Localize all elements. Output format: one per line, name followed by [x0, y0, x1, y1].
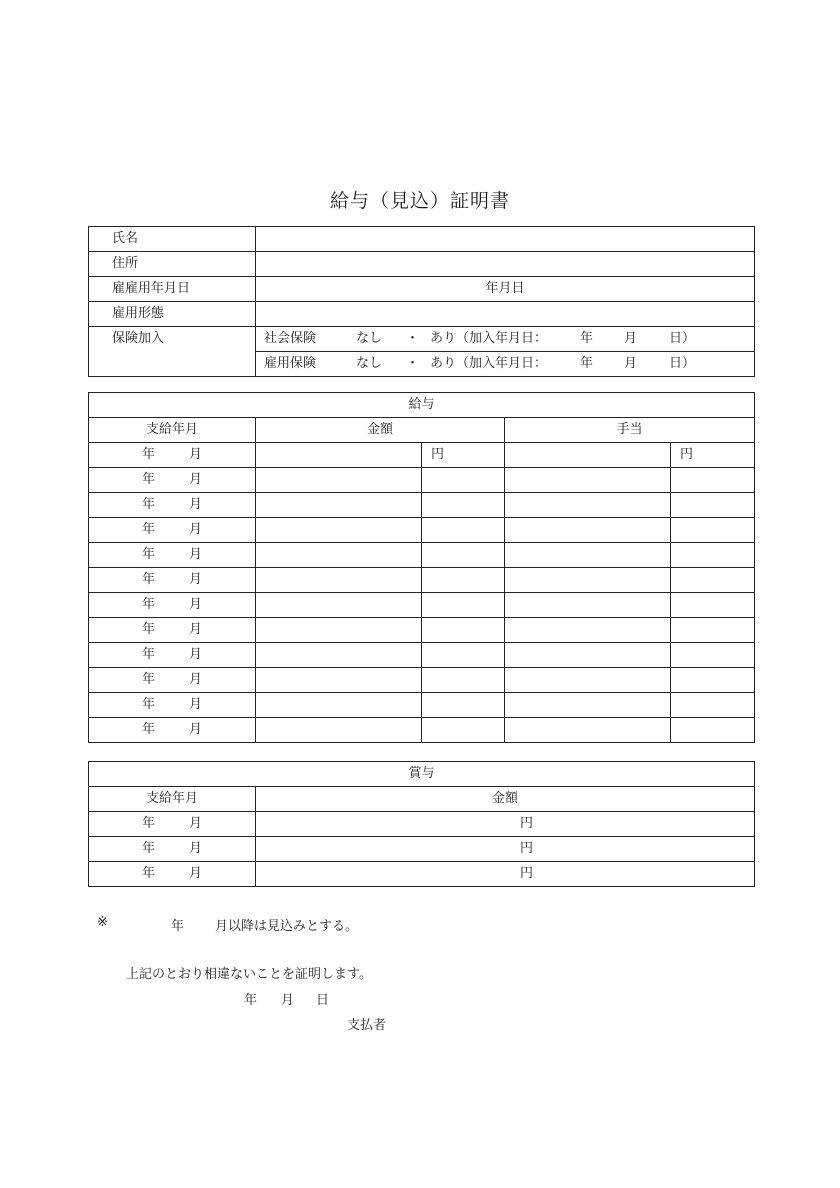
salary-row — [89, 593, 755, 618]
salary-allowance-unit-cell[interactable] — [671, 618, 755, 643]
salary-paydate-cell[interactable] — [89, 443, 256, 468]
bonus-paydate-cell[interactable] — [89, 812, 256, 837]
address-label: 住所 — [89, 252, 256, 277]
insurance-row-social — [89, 327, 755, 352]
employment-insurance-year: 年 — [580, 356, 594, 371]
salary-amount-unit-cell[interactable] — [422, 668, 505, 693]
salary-table — [88, 392, 755, 743]
salary-amount-cell[interactable] — [256, 468, 422, 493]
address-row — [89, 252, 755, 277]
salary-row — [89, 543, 755, 568]
employment-insurance-month: 月 — [624, 356, 638, 371]
salary-paydate-cell[interactable] — [89, 568, 256, 593]
social-insurance-yes: あり（加入年月日： — [430, 331, 548, 346]
employment-insurance-name: 雇用保険 — [264, 356, 317, 371]
salary-row — [89, 643, 755, 668]
salary-col-amount: 金額 — [256, 418, 505, 443]
salary-year: 年 — [141, 572, 155, 587]
salary-heading-row — [89, 393, 755, 418]
salary-allowance-cell[interactable] — [505, 518, 671, 543]
salary-paydate-cell[interactable] — [89, 618, 256, 643]
bonus-amount-cell[interactable] — [256, 837, 755, 862]
salary-amount-unit-cell[interactable] — [422, 543, 505, 568]
salary-year: 年 — [141, 522, 155, 537]
hire-date-label: 雇雇用年月日 — [89, 277, 256, 302]
salary-amount-cell[interactable] — [256, 668, 422, 693]
salary-allowance-cell[interactable] — [505, 593, 671, 618]
salary-allowance-unit-cell[interactable] — [671, 543, 755, 568]
salary-amount-cell[interactable] — [256, 718, 422, 743]
salary-heading: 給与 — [89, 393, 755, 418]
salary-year: 年 — [141, 722, 155, 737]
certify-date-month: 月 — [281, 993, 295, 1008]
salary-month: 月 — [189, 622, 203, 637]
salary-month: 月 — [189, 597, 203, 612]
address-field[interactable] — [256, 252, 755, 277]
salary-amount-unit-cell[interactable] — [422, 693, 505, 718]
bonus-row — [89, 862, 755, 887]
salary-amount-cell[interactable] — [256, 568, 422, 593]
bonus-paydate-cell[interactable] — [89, 862, 256, 887]
employment-type-label: 雇用形態 — [89, 302, 256, 327]
employment-type-field[interactable] — [256, 302, 755, 327]
bonus-year: 年 — [141, 816, 155, 831]
bonus-month: 月 — [189, 841, 203, 856]
name-label: 氏名 — [89, 227, 256, 252]
employment-type-row — [89, 302, 755, 327]
employee-info-table — [88, 226, 755, 377]
social-insurance-none: なし — [356, 331, 383, 346]
salary-row — [89, 468, 755, 493]
salary-paydate-cell[interactable] — [89, 643, 256, 668]
salary-amount-cell[interactable] — [256, 518, 422, 543]
salary-row — [89, 718, 755, 743]
salary-month: 月 — [189, 722, 203, 737]
salary-allowance-unit-cell[interactable] — [671, 643, 755, 668]
salary-paydate-cell[interactable] — [89, 493, 256, 518]
salary-allowance-cell[interactable] — [505, 568, 671, 593]
bonus-heading-row — [89, 762, 755, 787]
salary-allowance-unit-cell[interactable] — [671, 668, 755, 693]
certification-text: 上記のとおり相違ないことを証明します。 — [126, 967, 372, 982]
bonus-paydate-cell[interactable] — [89, 837, 256, 862]
salary-allowance-cell[interactable] — [505, 443, 671, 468]
salary-month: 月 — [189, 447, 203, 462]
social-insurance-month: 月 — [624, 331, 638, 346]
salary-amount-cell[interactable] — [256, 493, 422, 518]
salary-year: 年 — [141, 697, 155, 712]
salary-paydate-cell[interactable] — [89, 718, 256, 743]
bonus-year: 年 — [141, 866, 155, 881]
bonus-amount-cell[interactable] — [256, 812, 755, 837]
salary-allowance-unit-cell[interactable] — [671, 493, 755, 518]
bonus-year: 年 — [141, 841, 155, 856]
salary-month: 月 — [189, 672, 203, 687]
social-insurance-dot: ・ — [406, 331, 420, 346]
employment-insurance-yes: あり（加入年月日： — [430, 356, 548, 371]
salary-allowance-yen: 円 — [680, 447, 694, 462]
salary-amount-cell[interactable] — [256, 618, 422, 643]
bonus-row — [89, 812, 755, 837]
salary-allowance-unit-cell[interactable] — [671, 693, 755, 718]
bonus-amount-cell[interactable] — [256, 862, 755, 887]
salary-allowance-unit-cell[interactable] — [671, 518, 755, 543]
salary-amount-cell[interactable] — [256, 443, 422, 468]
salary-amount-unit-cell[interactable] — [422, 568, 505, 593]
salary-col-paydate: 支給年月 — [89, 418, 256, 443]
salary-year: 年 — [141, 622, 155, 637]
certify-date-year: 年 — [244, 993, 258, 1008]
employment-insurance-field[interactable] — [256, 352, 755, 377]
social-insurance-year: 年 — [580, 331, 594, 346]
salary-header-row — [89, 418, 755, 443]
salary-amount-unit-cell[interactable] — [422, 443, 505, 468]
employment-insurance-day: 日） — [669, 356, 696, 371]
salary-allowance-unit-cell[interactable] — [671, 468, 755, 493]
salary-allowance-cell[interactable] — [505, 668, 671, 693]
salary-allowance-unit-cell[interactable] — [671, 593, 755, 618]
salary-paydate-cell[interactable] — [89, 543, 256, 568]
salary-allowance-unit-cell[interactable] — [671, 443, 755, 468]
employment-insurance-dot: ・ — [406, 356, 420, 371]
salary-month: 月 — [189, 497, 203, 512]
salary-amount-unit-cell[interactable] — [422, 593, 505, 618]
social-insurance-name: 社会保険 — [264, 331, 317, 346]
salary-amount-unit-cell[interactable] — [422, 468, 505, 493]
bonus-month: 月 — [189, 866, 203, 881]
salary-allowance-cell[interactable] — [505, 643, 671, 668]
salary-row — [89, 693, 755, 718]
salary-year: 年 — [141, 647, 155, 662]
salary-allowance-unit-cell[interactable] — [671, 568, 755, 593]
salary-allowance-cell[interactable] — [505, 468, 671, 493]
note-mark: ※ — [97, 915, 108, 930]
salary-year: 年 — [141, 447, 155, 462]
salary-amount-cell[interactable] — [256, 543, 422, 568]
salary-amount-unit-cell[interactable] — [422, 643, 505, 668]
note-estimate-text: 月以降は見込みとする。 — [215, 919, 359, 934]
salary-paydate-cell[interactable] — [89, 668, 256, 693]
salary-paydate-cell[interactable] — [89, 693, 256, 718]
salary-allowance-cell[interactable] — [505, 618, 671, 643]
salary-allowance-cell[interactable] — [505, 543, 671, 568]
salary-amount-unit-cell[interactable] — [422, 518, 505, 543]
employment-insurance-none: なし — [356, 356, 383, 371]
salary-amount-unit-cell[interactable] — [422, 718, 505, 743]
salary-month: 月 — [189, 697, 203, 712]
salary-paydate-cell[interactable] — [89, 593, 256, 618]
bonus-month: 月 — [189, 816, 203, 831]
social-insurance-field[interactable] — [256, 327, 755, 352]
salary-year: 年 — [141, 547, 155, 562]
name-field[interactable] — [256, 227, 755, 252]
salary-year: 年 — [141, 472, 155, 487]
bonus-amount-yen: 円 — [520, 816, 534, 831]
payer-label: 支払者 — [347, 1018, 387, 1033]
bonus-col-paydate: 支給年月 — [89, 787, 256, 812]
salary-paydate-cell[interactable] — [89, 468, 256, 493]
salary-amount-cell[interactable] — [256, 693, 422, 718]
salary-allowance-cell[interactable] — [505, 493, 671, 518]
salary-allowance-cell[interactable] — [505, 718, 671, 743]
bonus-header-row — [89, 787, 755, 812]
salary-year: 年 — [141, 497, 155, 512]
name-row — [89, 227, 755, 252]
salary-month: 月 — [189, 547, 203, 562]
salary-month: 月 — [189, 572, 203, 587]
hire-date-row — [89, 277, 755, 302]
insurance-label: 保険加入 — [89, 327, 256, 377]
salary-amount-cell[interactable] — [256, 643, 422, 668]
salary-paydate-cell[interactable] — [89, 518, 256, 543]
page-title: 給与（見込）証明書 — [329, 190, 510, 212]
bonus-amount-yen: 円 — [520, 866, 534, 881]
bonus-row — [89, 837, 755, 862]
salary-col-allowance: 手当 — [505, 418, 755, 443]
salary-amount-yen: 円 — [431, 447, 445, 462]
salary-amount-unit-cell[interactable] — [422, 618, 505, 643]
salary-month: 月 — [189, 472, 203, 487]
salary-allowance-cell[interactable] — [505, 693, 671, 718]
bonus-table — [88, 761, 755, 887]
salary-month: 月 — [189, 522, 203, 537]
bonus-amount-yen: 円 — [520, 841, 534, 856]
social-insurance-day: 日） — [669, 331, 696, 346]
salary-row — [89, 618, 755, 643]
certify-date-day: 日 — [316, 993, 330, 1008]
hire-date-field[interactable]: 年月日 — [256, 277, 755, 302]
salary-year: 年 — [141, 672, 155, 687]
salary-amount-cell[interactable] — [256, 593, 422, 618]
salary-amount-unit-cell[interactable] — [422, 493, 505, 518]
salary-row — [89, 443, 755, 468]
salary-allowance-unit-cell[interactable] — [671, 718, 755, 743]
salary-row — [89, 568, 755, 593]
bonus-col-amount: 金額 — [256, 787, 755, 812]
salary-month: 月 — [189, 647, 203, 662]
note-year: 年 — [171, 919, 185, 934]
salary-row — [89, 518, 755, 543]
salary-row — [89, 668, 755, 693]
salary-row — [89, 493, 755, 518]
salary-year: 年 — [141, 597, 155, 612]
bonus-heading: 賞与 — [89, 762, 755, 787]
